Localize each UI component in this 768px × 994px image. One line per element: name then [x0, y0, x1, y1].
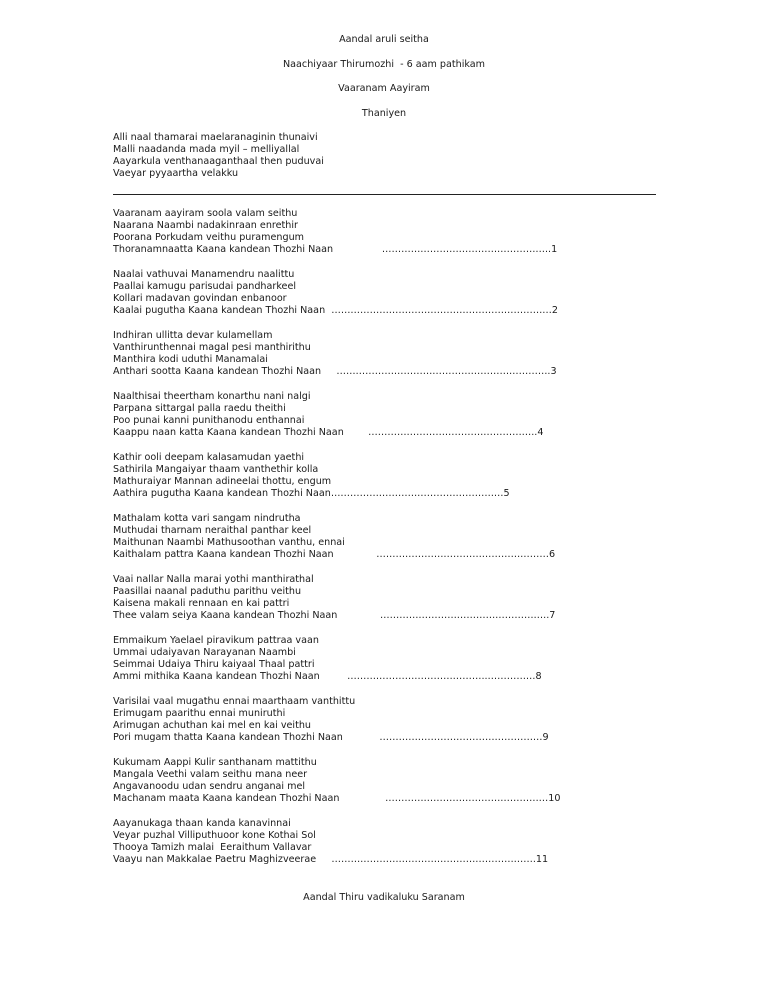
verse-line: Emmaikum Yaelael piravikum pattraa vaan — [113, 635, 319, 646]
verse-line: Thoranamnaatta Kaana kandean Thozhi Naan ……………………………………………..1 — [113, 244, 558, 255]
horizontal-divider — [113, 194, 656, 195]
verse-line: Ummai udaiyavan Narayanan Naambi — [113, 647, 296, 658]
header-pathikam-name: Vaaranam Aayiram — [338, 83, 430, 94]
verse-line: Paasillai naanal paduthu parithu veithu — [113, 586, 302, 597]
verse-line: Muthudai tharnam neraithal panthar keel — [113, 525, 312, 536]
verse-line: Vaaranam aayiram soola valam seithu — [113, 208, 298, 219]
verse-line: Vanthirunthennai magal pesi manthirithu — [113, 342, 311, 353]
verse-line: Maithunan Naambi Mathusoothan vanthu, ennai — [113, 537, 345, 548]
verse-line: Kaappu naan katta Kaana kandean Thozhi Naan ……………………………………………..4 — [113, 427, 544, 438]
verse-line: Pori mugam thatta Kaana kandean Thozhi Naan ……………………………………………9 — [113, 732, 549, 743]
verse-line: Indhiran ullitta devar kulamellam — [113, 330, 273, 341]
verse-line: Arimugan achuthan kai mel en kai veithu — [113, 720, 311, 731]
verse-line: Parpana sittargal palla raedu theithi — [113, 403, 286, 414]
verse-line: Erimugam paarithu ennai muniruthi — [113, 708, 286, 719]
verse-line: Alli naal thamarai maelaranaginin thunaivi — [113, 132, 318, 143]
verse-line: Poo punai kanni punithanodu enthannai — [113, 415, 305, 426]
verse-line: Vaayu nan Makkalae Paetru Maghizveerae ……………………………………………………….11 — [113, 854, 549, 865]
verse-line: Malli naadanda mada myil – melliyallal — [113, 144, 300, 155]
verse-line: Thooya Tamizh malai Eeraithum Vallavar — [113, 842, 312, 853]
verse-line: Aayanukaga thaan kanda kanavinnai — [113, 818, 291, 829]
footer-salutation: Aandal Thiru vadikaluku Saranam — [303, 892, 465, 903]
verse-line: Kathir ooli deepam kalasamudan yaethi — [113, 452, 305, 463]
header-title: Aandal aruli seitha — [339, 34, 429, 45]
verse-line: Kaithalam pattra Kaana kandean Thozhi Naan ………………………………………………6 — [113, 549, 556, 560]
verse-line: Anthari sootta Kaana kandean Thozhi Naan ………………………………………………………….3 — [113, 366, 557, 377]
verse-line: Vaai nallar Nalla marai yothi manthirathal — [113, 574, 314, 585]
verse-line: Aayarkula venthanaaganthaal then puduvai — [113, 156, 324, 167]
verse-line: Kukumam Aappi Kulir santhanam mattithu — [113, 757, 317, 768]
verse-line: Manthira kodi uduthi Manamalai — [113, 354, 268, 365]
verse-line: Thee valam seiya Kaana kandean Thozhi Naan ……………………………………………..7 — [113, 610, 556, 621]
verse-line: Naalai vathuvai Manamendru naalittu — [113, 269, 295, 280]
verse-line: Sathirila Mangaiyar thaam vanthethir kolla — [113, 464, 319, 475]
verse-line: Varisilai vaal mugathu ennai maarthaam vanthittu — [113, 696, 356, 707]
verse-line: Naarana Naambi nadakinraan enrethir — [113, 220, 298, 231]
verse-line: Naalthisai theertham konarthu nani nalgi — [113, 391, 311, 402]
verse-line: Vaeyar pyyaartha velakku — [113, 168, 239, 179]
verse-line: Ammi mithika Kaana kandean Thozhi Naan ……………………………………..……………8 — [113, 671, 542, 682]
verse-line: Seimmai Udaiya Thiru kaiyaal Thaal pattri — [113, 659, 315, 670]
verse-line: Paallai kamugu parisudai pandharkeel — [113, 281, 297, 292]
verse-line: Mathalam kotta vari sangam nindrutha — [113, 513, 301, 524]
verse-line: Kollari madavan govindan enbanoor — [113, 293, 287, 304]
verse-line: Mathuraiyar Mannan adineelai thottu, engum — [113, 476, 332, 487]
verse-line: Angavanoodu udan sendru anganai mel — [113, 781, 306, 792]
header-subtitle: Naachiyaar Thirumozhi - 6 aam pathikam — [282, 59, 486, 70]
verse-line: Kaisena makali rennaan en kai pattri — [113, 598, 290, 609]
verse-line: Aathira pugutha Kaana kandean Thozhi Naan………………………………………………5 — [113, 488, 510, 499]
verse-line: Veyar puzhal Villiputhuoor kone Kothai Sol — [113, 830, 316, 841]
verse-line: Machanam maata Kaana kandean Thozhi Naan ……………………………………………10 — [113, 793, 561, 804]
header-thaniyen: Thaniyen — [361, 108, 407, 119]
verse-line: Kaalai pugutha Kaana kandean Thozhi Naan ……………………………………………………………2 — [113, 305, 559, 316]
verse-line: Poorana Porkudam veithu puramengum — [113, 232, 305, 243]
verse-line: Mangala Veethi valam seithu mana neer — [113, 769, 308, 780]
